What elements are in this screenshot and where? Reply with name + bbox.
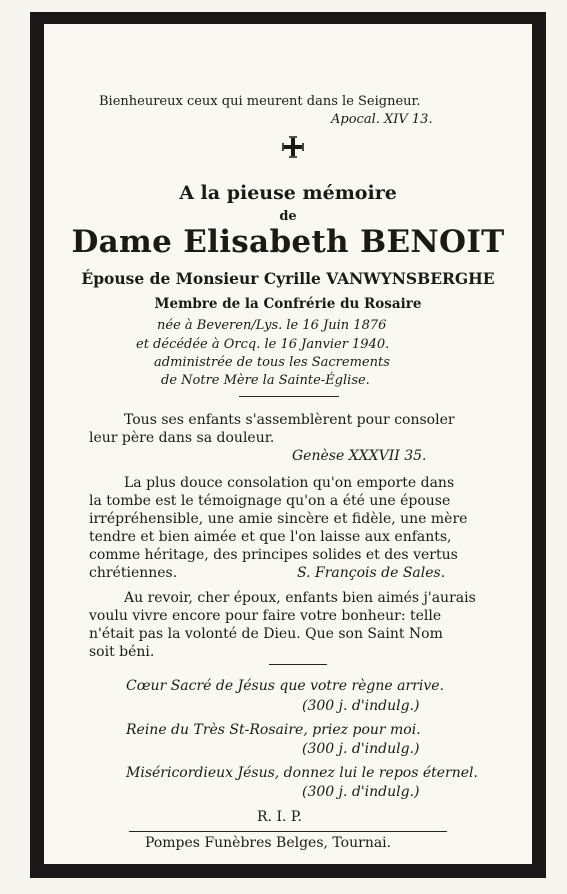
spouse-line: Épouse de Monsieur Cyrille VANWYNSBERGHE — [81, 269, 495, 288]
church-line: de Notre Mère la Sainte-Église. — [161, 373, 370, 388]
passage-2-line-2: la tombe est le témoignage qu'on a été une épouse — [89, 493, 451, 509]
birth-line: née à Beveren/Lys. le 16 Juin 1876 — [157, 318, 387, 333]
memorial-heading: A la pieuse mémoire — [179, 182, 397, 204]
prayer-1: Cœur Sacré de Jésus que votre règne arrive. — [126, 678, 445, 694]
passage-1-line-1: Tous ses enfants s'assemblèrent pour consoler — [124, 412, 455, 428]
prayer-3: Miséricordieux Jésus, donnez lui le repos éternel. — [126, 765, 478, 781]
passage-3-line-1: Au revoir, cher époux, enfants bien aimés j'aurais — [124, 590, 476, 606]
mourning-card-border — [30, 12, 546, 878]
deceased-name: Dame Elisabeth BENOIT — [71, 224, 505, 260]
rip: R. I. P. — [257, 809, 302, 825]
prayer-3-indulgence: (300 j. d'indulg.) — [302, 784, 420, 800]
passage-1-line-2: leur père dans sa douleur. — [89, 430, 275, 446]
epigraph-reference: Apocal. XIV 13. — [331, 112, 433, 127]
death-line: et décédée à Orcq. le 16 Janvier 1940. — [136, 337, 390, 352]
cross-icon — [282, 136, 304, 158]
prayer-1-indulgence: (300 j. d'indulg.) — [302, 698, 420, 714]
passage-2-line-6: chrétiennes. — [89, 565, 178, 581]
mourning-card — [44, 24, 532, 864]
divider — [239, 396, 339, 397]
passage-2-line-4: tendre et bien aimée et que l'on laisse aux enfants, — [89, 529, 452, 545]
passage-3-line-2: voulu vivre encore pour faire votre bonheur: telle — [89, 608, 442, 624]
footer-divider — [129, 831, 447, 832]
memorial-de: de — [279, 209, 297, 224]
passage-2-line-3: irrépréhensible, une amie sincère et fidèle, une mère — [89, 511, 468, 527]
printer-credit: Pompes Funèbres Belges, Tournai. — [145, 835, 392, 851]
passage-3-line-3: n'était pas la volonté de Dieu. Que son Saint Nom — [89, 626, 443, 642]
membership-line: Membre de la Confrérie du Rosaire — [154, 296, 422, 312]
prayer-2-indulgence: (300 j. d'indulg.) — [302, 741, 420, 757]
passage-2-reference: S. François de Sales. — [297, 565, 446, 581]
prayer-2: Reine du Très St-Rosaire, priez pour moi. — [126, 722, 421, 738]
divider — [269, 664, 327, 665]
passage-3-line-4: soit béni. — [89, 644, 155, 660]
epigraph: Bienheureux ceux qui meurent dans le Seigneur. — [99, 94, 421, 109]
sacraments-line: administrée de tous les Sacrements — [154, 355, 390, 370]
passage-2-line-5: comme héritage, des principes solides et des vertus — [89, 547, 458, 563]
passage-2-line-1: La plus douce consolation qu'on emporte dans — [124, 475, 455, 491]
passage-1-reference: Genèse XXXVII 35. — [292, 448, 427, 464]
